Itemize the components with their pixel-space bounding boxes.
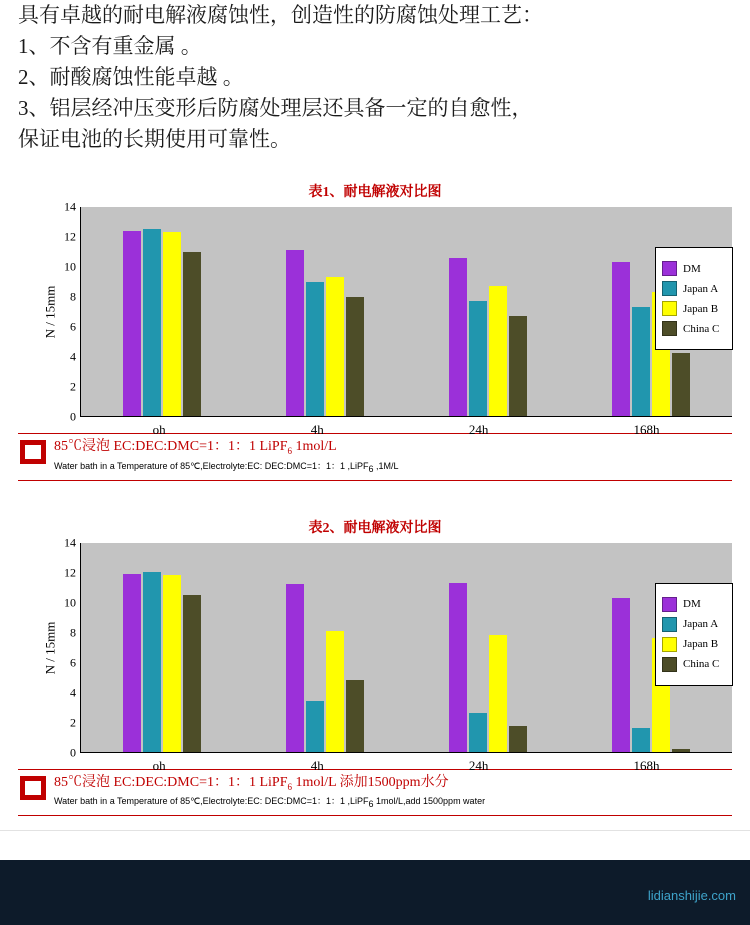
intro-line: 2、耐酸腐蚀性能卓越 。 (18, 65, 244, 89)
caption-en-post: ,1M/L (373, 460, 399, 471)
legend-swatch (662, 617, 677, 632)
bar-groups (81, 207, 732, 416)
caption-en-sub: 6 (368, 799, 374, 810)
caption-english (54, 460, 732, 476)
bar-group (123, 543, 201, 752)
y-tick-label: 6 (70, 319, 76, 334)
bar (612, 262, 630, 416)
bar (632, 307, 650, 416)
x-tick-label: 4h (310, 422, 324, 437)
caption-en-post: 1mol/L,add 1500ppm water (373, 796, 486, 807)
bar-group (449, 543, 527, 752)
bar (672, 749, 690, 751)
x-tick-label: 168h (633, 422, 660, 437)
y-tick-label: 4 (70, 349, 76, 364)
chart-block-1 (18, 181, 732, 481)
legend-label: DM (683, 262, 701, 275)
plot-area (80, 207, 732, 417)
x-tick-label: oh (152, 422, 166, 437)
caption-marker-icon (20, 440, 46, 464)
caption-en-pre: Water bath in a Temperature of 85℃,Electrolyte:EC: DEC:DMC=1：1：1 ,LiPF (54, 460, 369, 471)
bar (489, 635, 507, 751)
bar (509, 726, 527, 751)
y-axis-label: N / 15mm (42, 621, 58, 674)
y-axis-ticks (46, 199, 76, 424)
legend-label: Japan B (683, 302, 719, 315)
intro-line: 保证电池的长期使用可靠性。 (18, 127, 291, 151)
bar (449, 583, 467, 752)
x-axis-ticks (80, 758, 732, 774)
bar (183, 252, 201, 416)
legend-label: Japan B (683, 638, 719, 651)
legend-label: Japan A (683, 618, 719, 631)
y-tick-label: 12 (64, 229, 76, 244)
y-tick-label: 2 (70, 715, 76, 730)
bar (346, 297, 364, 416)
section-divider (0, 830, 750, 831)
legend-swatch (662, 301, 677, 316)
y-tick-label: 2 (70, 379, 76, 394)
intro-line: 具有卓越的耐电解液腐蚀性，创造性的防腐蚀处理工艺： (18, 3, 543, 27)
caption-cn-pre: 85℃浸泡 EC:DEC:DMC=1：1：1 LiPF (54, 439, 288, 454)
caption-cn-post: 1mol/L 添加1500ppm水分 (291, 774, 449, 790)
legend-item (662, 261, 726, 276)
intro-line: 1、不含有重金属 。 (18, 34, 202, 58)
bar (326, 631, 344, 752)
legend-label: China C (683, 658, 720, 671)
y-tick-label: 14 (64, 199, 76, 214)
y-tick-label: 6 (70, 655, 76, 670)
caption-cn-pre: 85℃浸泡 EC:DEC:DMC=1：1：1 LiPF (54, 774, 288, 790)
x-axis-ticks (80, 422, 732, 438)
caption-chinese (54, 438, 732, 460)
chart-caption (18, 769, 732, 817)
bar (346, 680, 364, 752)
caption-cn-post: 1mol/L (291, 439, 337, 454)
y-tick-label: 10 (64, 259, 76, 274)
legend-item (662, 657, 726, 672)
legend-swatch (662, 657, 677, 672)
caption-en-sub: 6 (368, 463, 374, 474)
bar (612, 598, 630, 752)
intro-text (0, 0, 750, 155)
chart-title: 表1、耐电解液对比图 (308, 185, 442, 200)
x-tick-label: 168h (633, 757, 660, 773)
bar (163, 575, 181, 751)
bar (163, 232, 181, 416)
y-tick-label: 10 (64, 595, 76, 610)
x-tick-label: 24h (468, 757, 489, 773)
legend-item (662, 617, 726, 632)
bar (306, 282, 324, 416)
watermark-text: lidianshijie.com (647, 888, 736, 903)
y-tick-label: 0 (70, 745, 76, 760)
bar (469, 713, 487, 752)
legend-swatch (662, 281, 677, 296)
legend-item (662, 597, 726, 612)
caption-cn-sub: 6 (287, 445, 292, 456)
legend-swatch (662, 321, 677, 336)
legend-label: DM (683, 598, 701, 611)
chart-caption (18, 433, 732, 481)
y-tick-label: 12 (64, 565, 76, 580)
bar (449, 258, 467, 416)
bar-groups (81, 543, 732, 752)
legend-label: Japan A (683, 282, 719, 295)
x-tick-label: 4h (310, 757, 324, 773)
y-tick-label: 8 (70, 625, 76, 640)
chart-title: 表2、耐电解液对比图 (308, 520, 442, 536)
y-tick-label: 8 (70, 289, 76, 304)
footer-bar (0, 860, 750, 925)
legend-item (662, 321, 726, 336)
caption-chinese (54, 774, 732, 796)
bar (326, 277, 344, 416)
caption-en-pre: Water bath in a Temperature of 85℃,Electrolyte:EC: DEC:DMC=1：1：1 ,LiPF (54, 796, 369, 807)
plot-area (80, 543, 732, 753)
bar (286, 250, 304, 416)
x-tick-label: 24h (468, 422, 489, 437)
bar (183, 595, 201, 752)
chart-legend (655, 583, 733, 686)
legend-swatch (662, 637, 677, 652)
bar (306, 701, 324, 752)
x-tick-label: oh (152, 757, 166, 773)
bar (286, 584, 304, 751)
y-axis-ticks (46, 535, 76, 760)
bar (509, 316, 527, 416)
bar (672, 353, 690, 416)
bar-group (286, 543, 364, 752)
y-tick-label: 0 (70, 409, 76, 424)
caption-marker-icon (20, 776, 46, 800)
legend-item (662, 281, 726, 296)
y-tick-label: 14 (64, 535, 76, 550)
bar-group (123, 207, 201, 416)
chart-block-2 (18, 517, 732, 817)
bar (123, 231, 141, 416)
y-axis-label: N / 15mm (42, 285, 58, 339)
intro-line: 3、铝层经冲压变形后防腐处理层还具备一定的自愈性， (18, 96, 533, 120)
bar (143, 229, 161, 416)
legend-swatch (662, 261, 677, 276)
bar (123, 574, 141, 752)
bar (469, 301, 487, 416)
bar (143, 572, 161, 751)
legend-item (662, 301, 726, 316)
legend-label: China C (683, 322, 720, 335)
bar-group (286, 207, 364, 416)
bar-group (449, 207, 527, 416)
legend-swatch (662, 597, 677, 612)
bar (489, 286, 507, 416)
caption-cn-sub: 6 (287, 781, 292, 792)
y-tick-label: 4 (70, 685, 76, 700)
legend-item (662, 637, 726, 652)
chart-legend (655, 247, 733, 350)
bar (632, 728, 650, 752)
caption-english (54, 795, 732, 811)
